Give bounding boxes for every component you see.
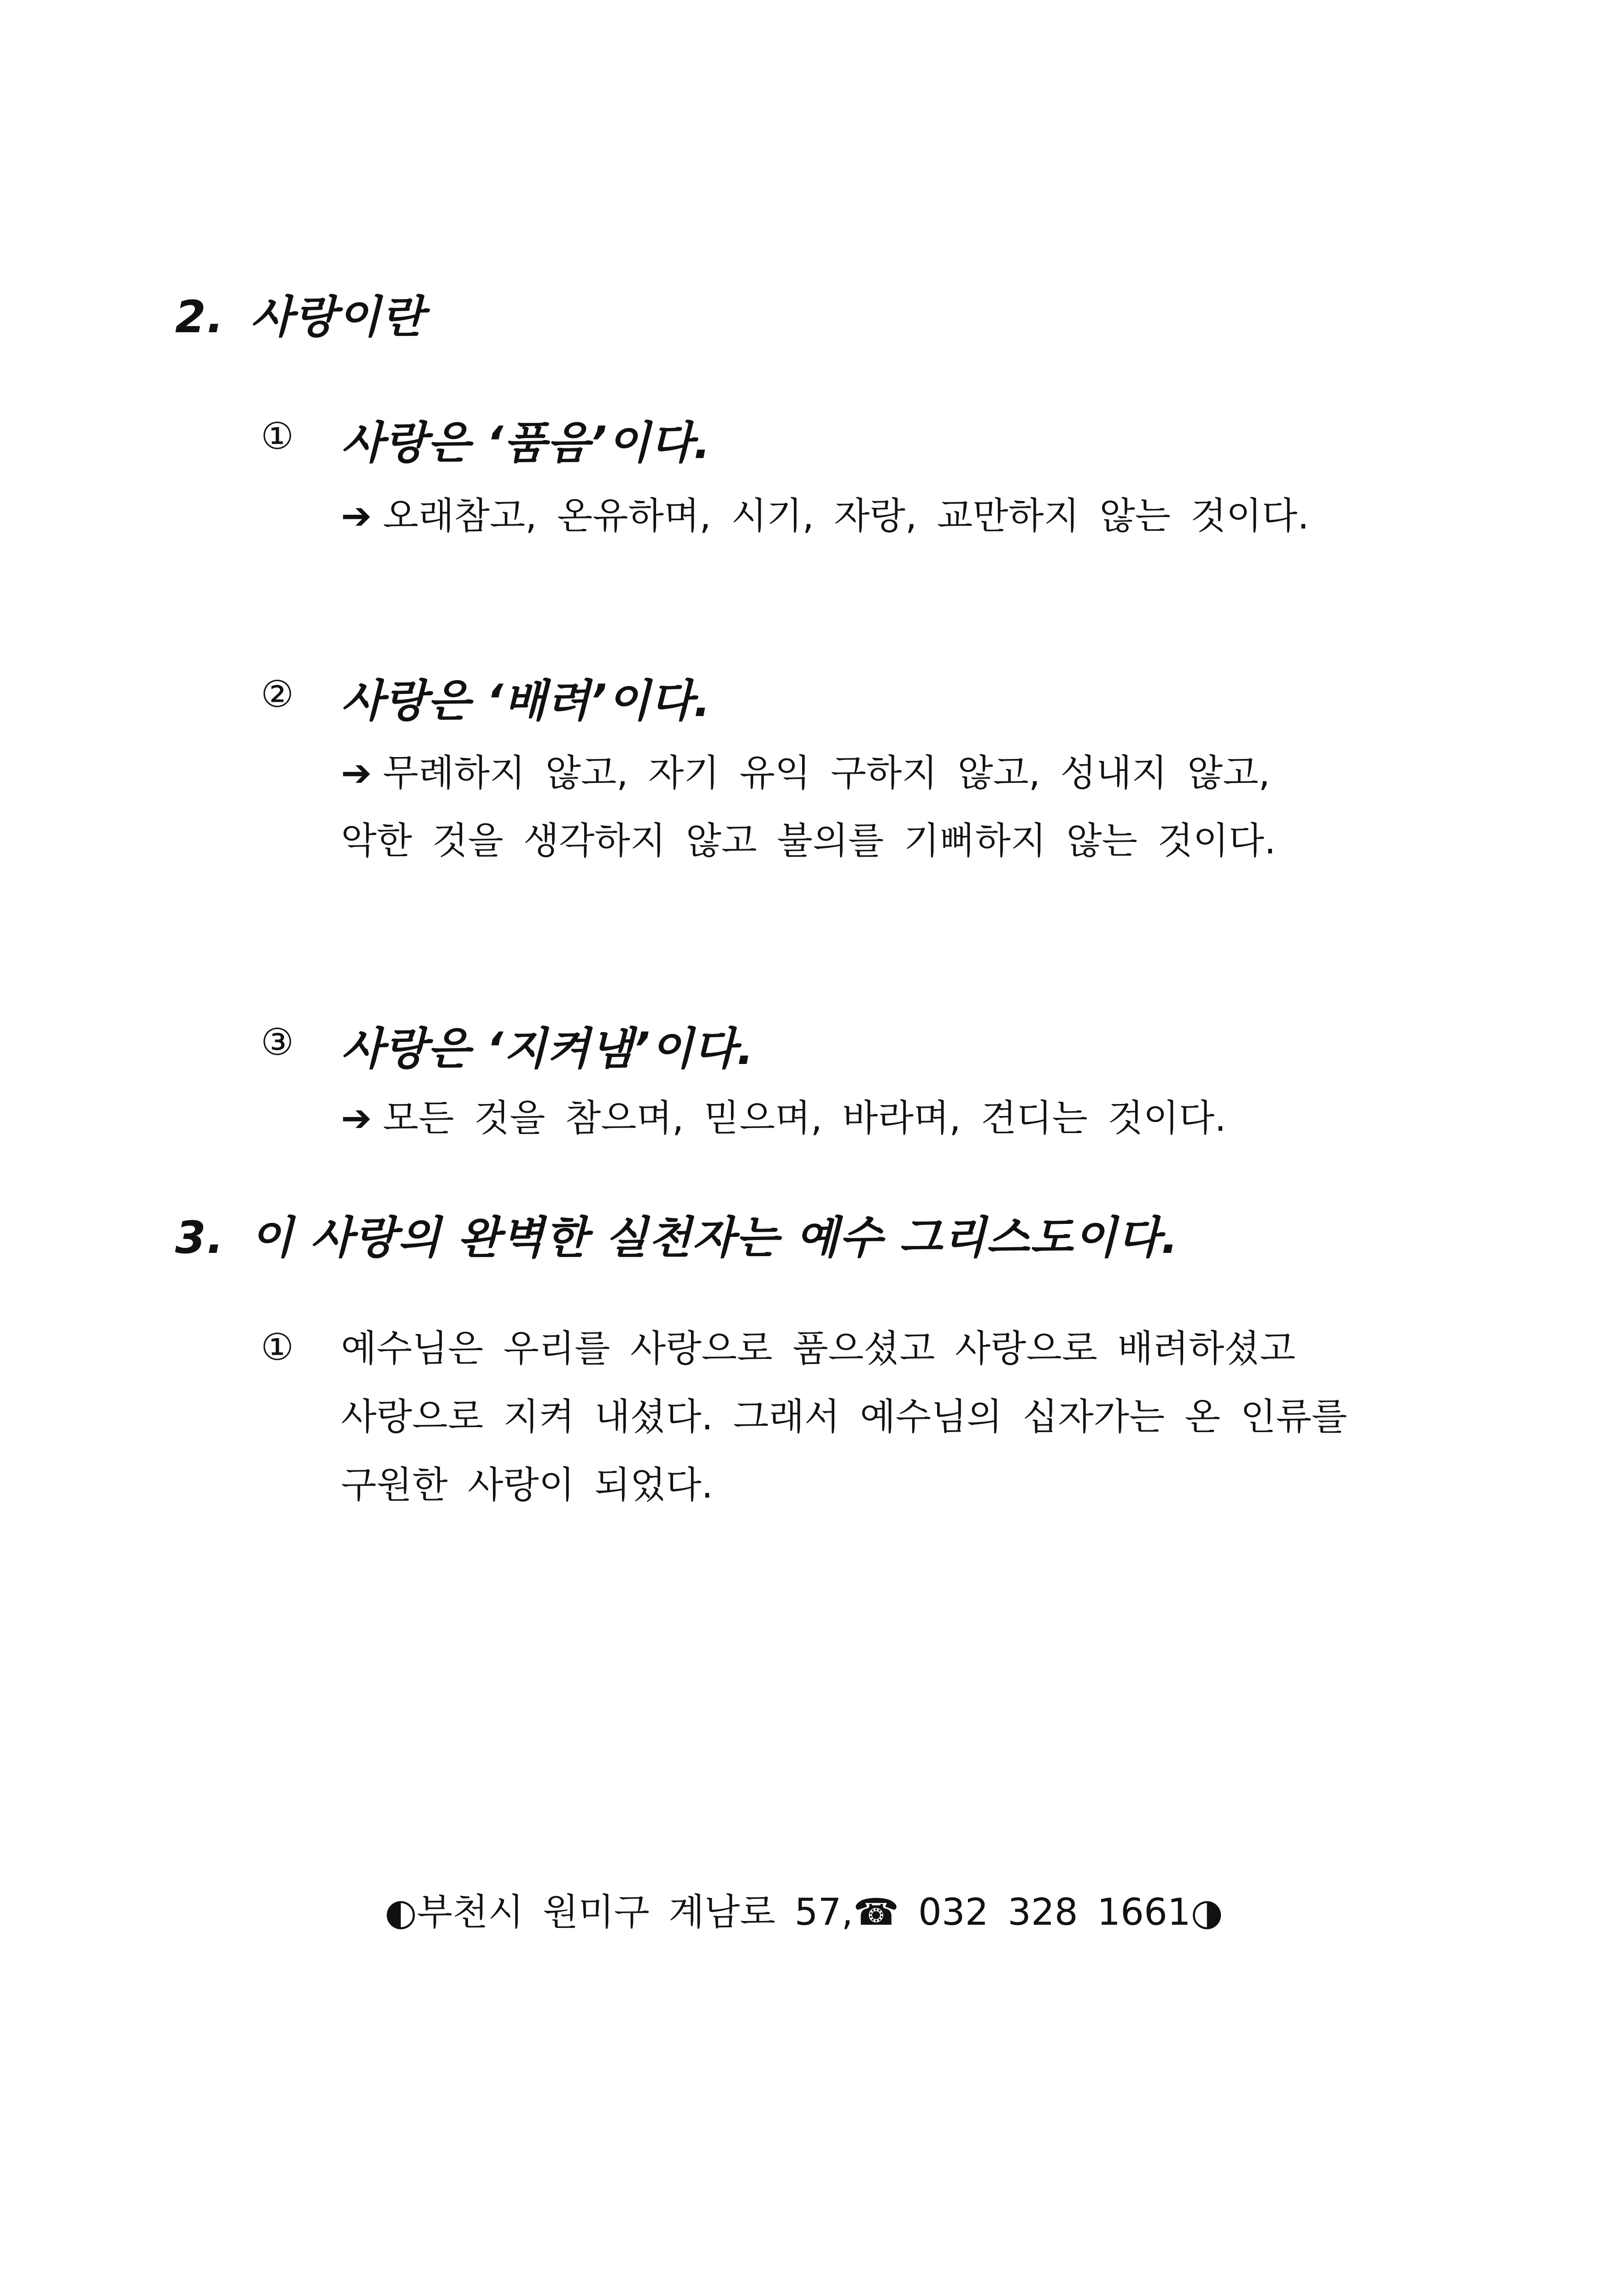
footer-phone: 032 328 1661 bbox=[918, 1891, 1191, 1933]
item-3-description bbox=[341, 1088, 1226, 1141]
item-1-description bbox=[341, 486, 1309, 539]
arrow-icon: ➔ bbox=[341, 752, 372, 794]
section-2-number: 2. bbox=[175, 291, 225, 343]
arrow-icon: ➔ bbox=[341, 1097, 372, 1140]
section-3-item-1-line-3: 구원한 사랑이 되었다. bbox=[341, 1463, 713, 1506]
item-1-line-1: 오래참고, 온유하며, 시기, 자랑, 교만하지 않는 것이다. bbox=[383, 494, 1309, 537]
item-3-title: 사랑은 ‘지켜냄’이다. bbox=[341, 1023, 754, 1075]
section-3-number: 3. bbox=[175, 1212, 225, 1263]
item-2-title: 사랑은 ‘배려’이다. bbox=[341, 675, 711, 727]
section-3-title: 이 사랑의 완벽한 실천자는 예수 그리스도이다. bbox=[250, 1212, 1179, 1263]
arrow-icon: ➔ bbox=[341, 494, 372, 537]
phone-icon: ☎ bbox=[853, 1891, 899, 1933]
footer-contact bbox=[385, 1882, 1223, 1935]
half-circle-left-icon: ◐ bbox=[385, 1891, 417, 1933]
section-2-title: 사랑이란 bbox=[250, 291, 425, 343]
section-3-item-1-marker: ① bbox=[261, 1326, 294, 1369]
item-2-line-1: 무례하지 않고, 자기 유익 구하지 않고, 성내지 않고, bbox=[383, 752, 1270, 794]
section-2-heading bbox=[175, 282, 425, 345]
item-2-description-line-1 bbox=[341, 743, 1270, 796]
item-2-marker: ② bbox=[261, 673, 294, 716]
item-3-line-1: 모든 것을 참으며, 믿으며, 바라며, 견디는 것이다. bbox=[383, 1097, 1226, 1140]
section-3-heading bbox=[175, 1203, 1179, 1266]
section-3-item-1-line-1: 예수님은 우리를 사랑으로 품으셨고 사랑으로 배려하셨고 bbox=[341, 1327, 1296, 1370]
footer-address: 부천시 원미구 계남로 57, bbox=[416, 1891, 853, 1933]
item-1-marker: ① bbox=[261, 415, 294, 458]
item-3-marker: ③ bbox=[261, 1021, 294, 1064]
item-2-line-2: 악한 것을 생각하지 않고 불의를 기뻐하지 않는 것이다. bbox=[341, 819, 1276, 862]
section-3-item-1-line-2: 사랑으로 지켜 내셨다. 그래서 예수님의 십자가는 온 인류를 bbox=[341, 1395, 1348, 1438]
half-circle-right-icon: ◑ bbox=[1190, 1891, 1223, 1933]
item-1-title: 사랑은 ‘품음’이다. bbox=[341, 417, 711, 469]
